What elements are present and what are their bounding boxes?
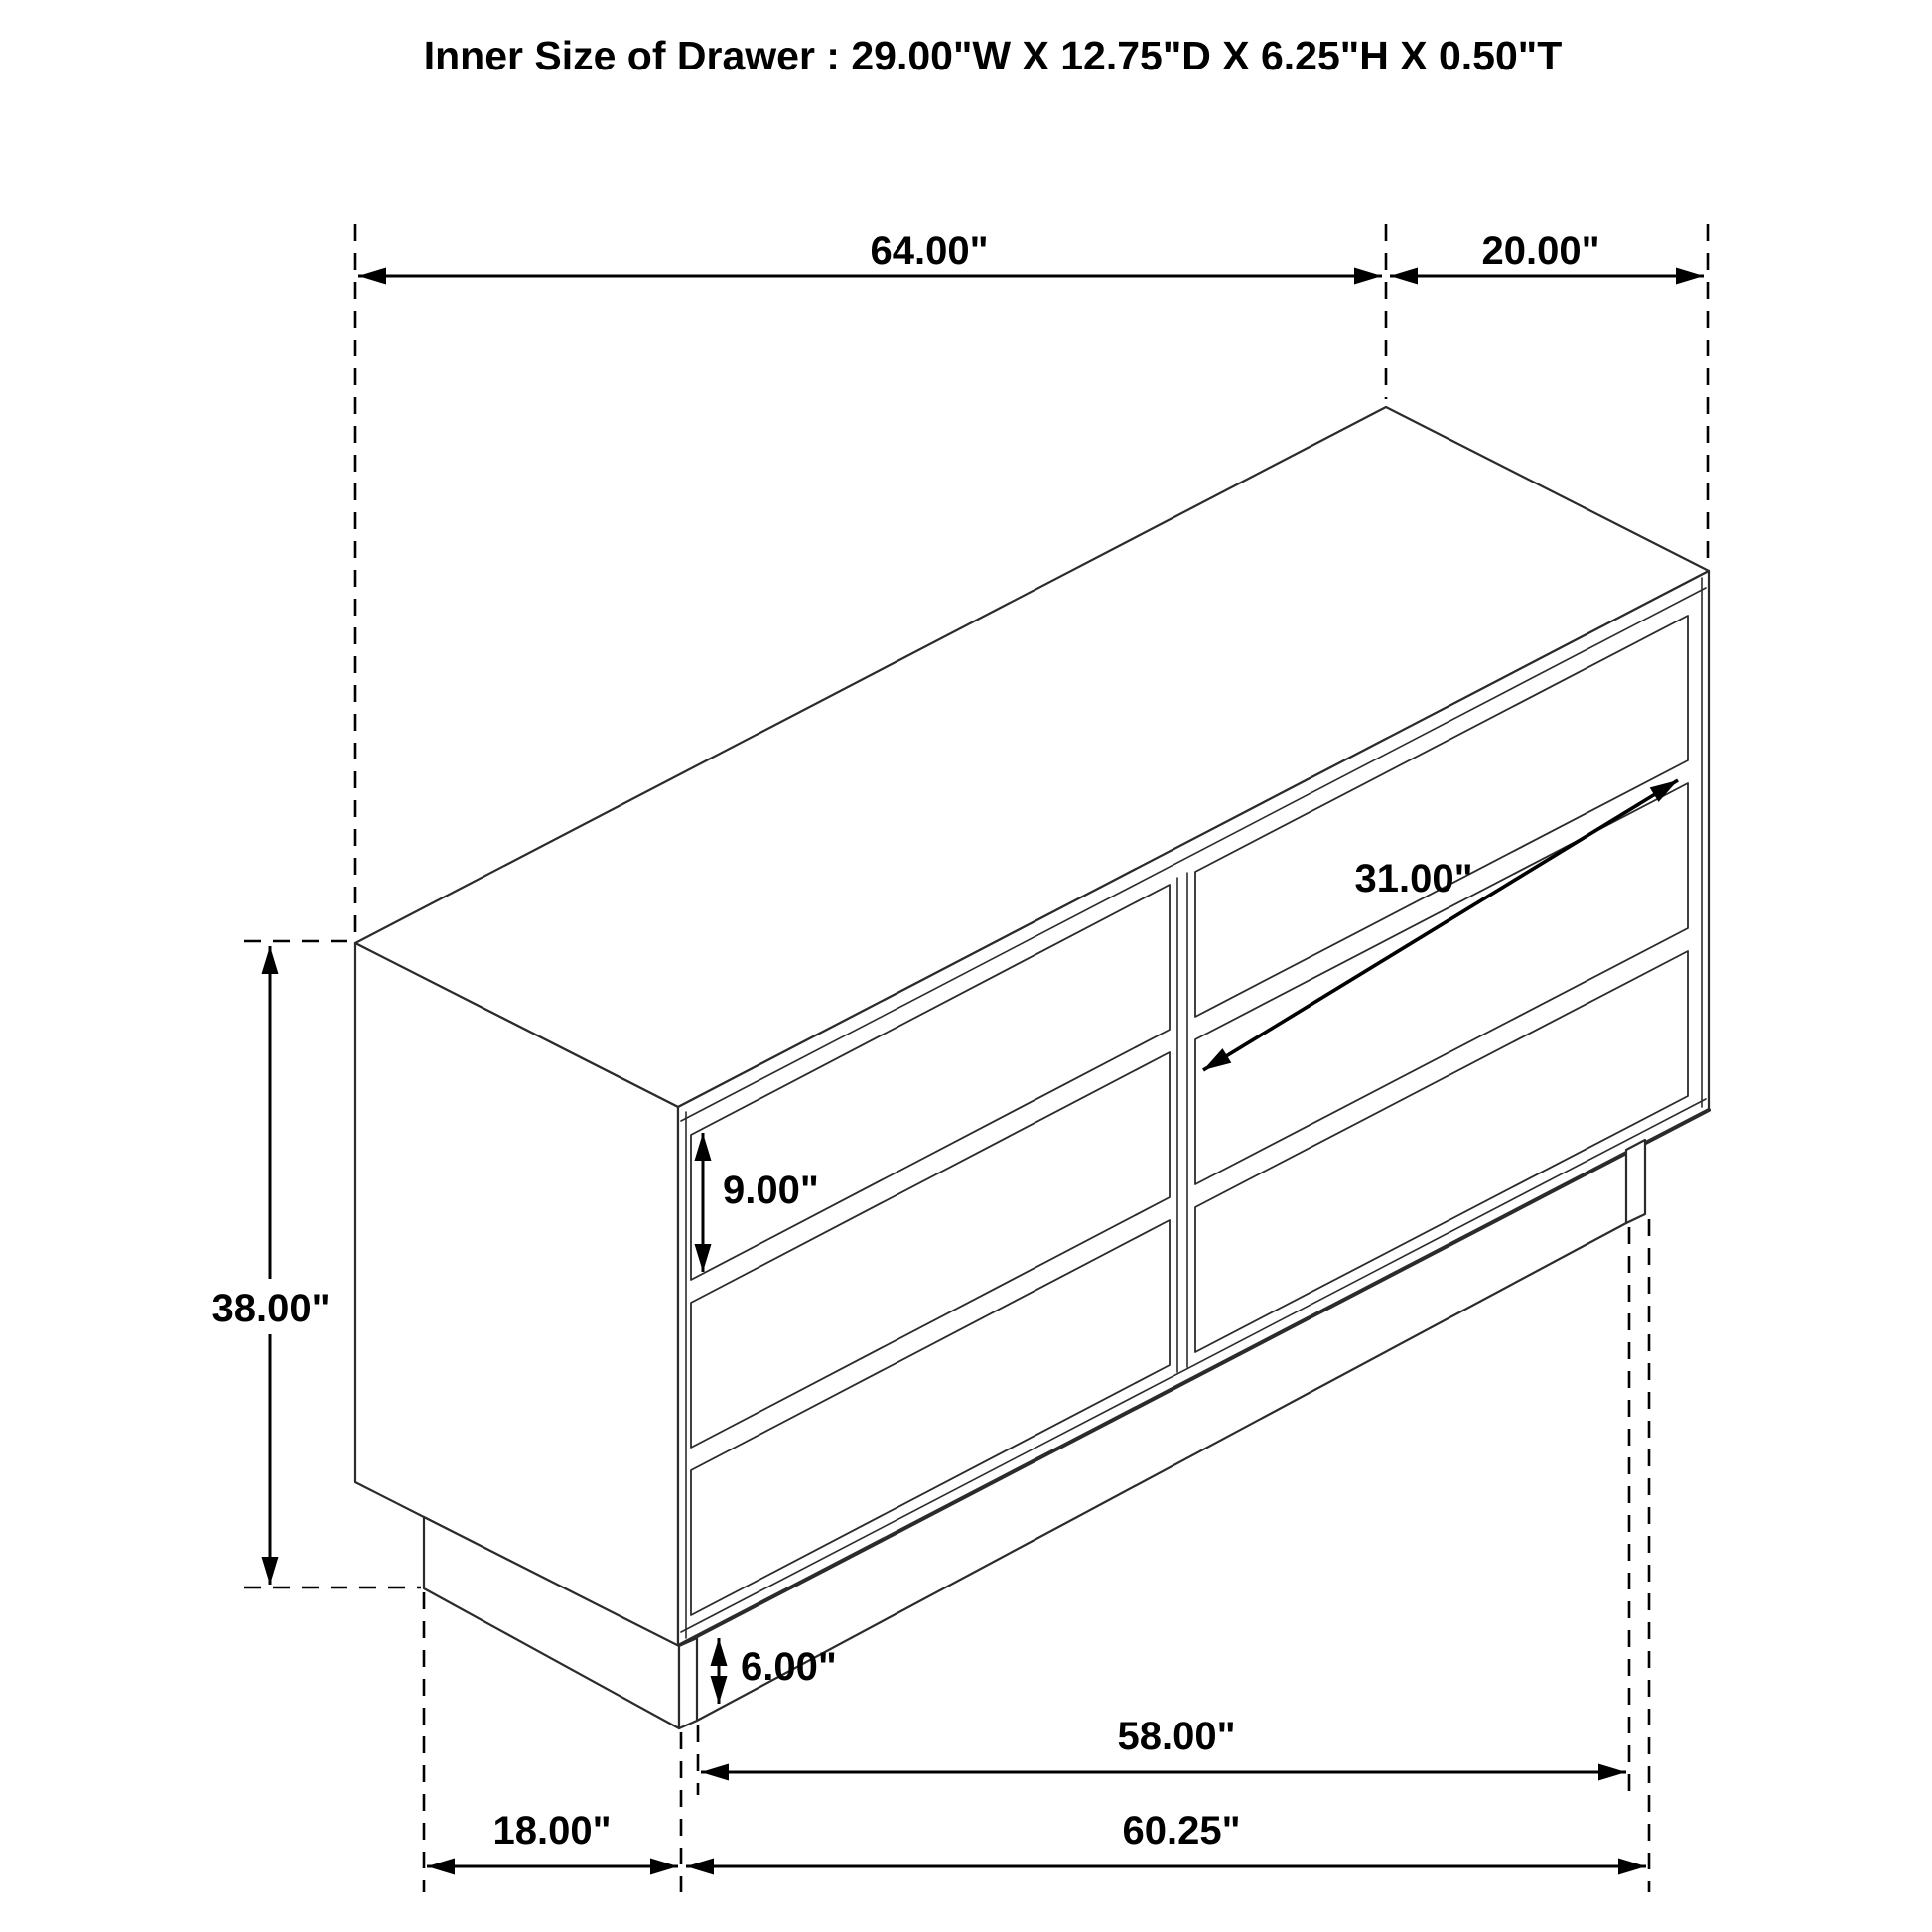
dimension-top-depth xyxy=(1390,229,1704,276)
dimension-base-width xyxy=(686,1809,1646,1866)
page-title: Inner Size of Drawer : 29.00"W X 12.75"D X 6.25"H X 0.50"T xyxy=(423,33,1563,78)
dimension-leg-span xyxy=(701,1715,1626,1772)
dimension-label-20: 20.00" xyxy=(1481,229,1600,273)
dimension-label-38: 38.00" xyxy=(211,1287,331,1330)
dimension-base-height xyxy=(719,1638,837,1704)
dimension-label-64: 64.00" xyxy=(870,229,989,273)
dimension-label-18: 18.00" xyxy=(492,1809,612,1853)
dimension-label-9: 9.00" xyxy=(723,1169,819,1212)
dimension-label-6: 6.00" xyxy=(741,1645,837,1689)
dresser-drawing xyxy=(355,407,1709,1728)
dimension-top-width xyxy=(358,229,1382,276)
base-right-leg xyxy=(1626,1140,1645,1223)
dimension-label-31: 31.00" xyxy=(1354,857,1473,900)
dimension-base-side-depth xyxy=(427,1809,678,1866)
dimension-label-60: 60.25" xyxy=(1122,1809,1241,1853)
base-front-corner xyxy=(679,1638,697,1728)
dimension-label-58: 58.00" xyxy=(1117,1715,1236,1758)
